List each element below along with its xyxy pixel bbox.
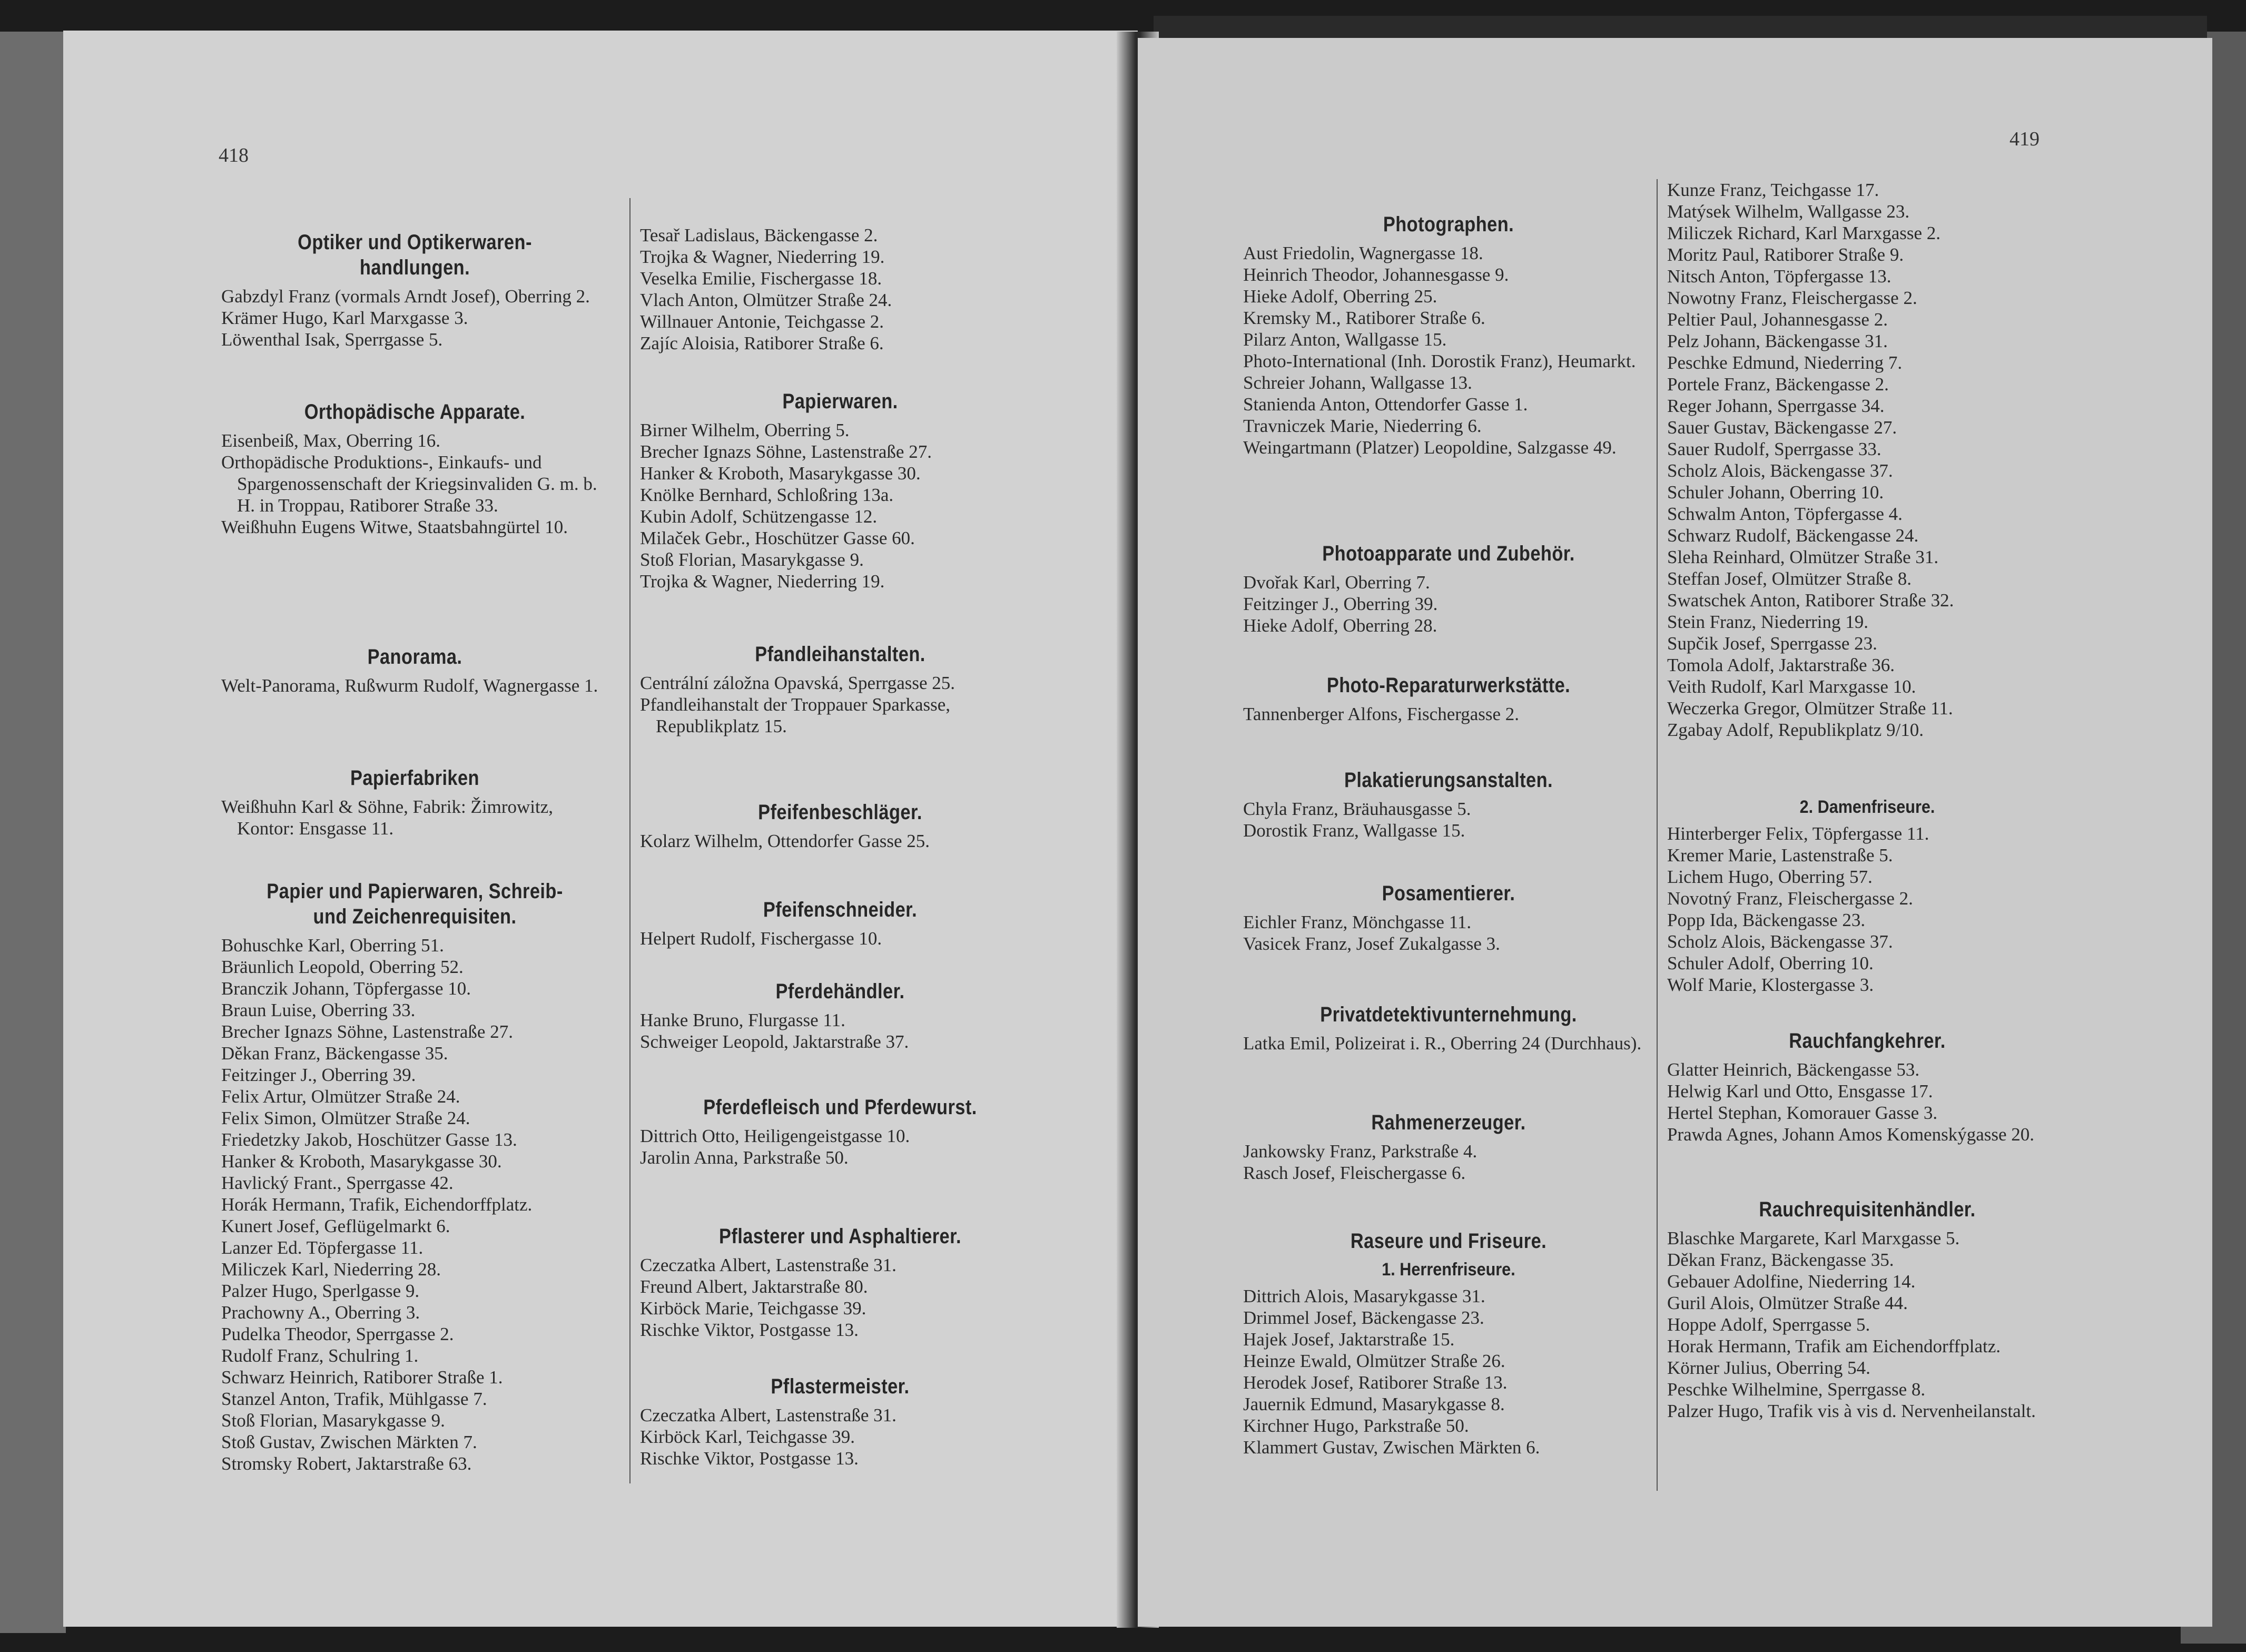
directory-entry: Hanker & Kroboth, Masarykgasse 30. [221,1151,502,1172]
directory-entry: Weczerka Gregor, Olmützer Straße 11. [1667,698,1953,719]
entry-list [640,224,1040,354]
directory-entry: Rudolf Franz, Schulring 1. [221,1345,419,1366]
directory-entry: Novotný Franz, Fleischergasse 2. [1667,888,1913,909]
directory-entry: Stoß Florian, Masarykgasse 9. [640,549,864,570]
section-heading: handlungen. [359,256,470,279]
section-heading: Posamentierer. [1382,882,1515,905]
directory-entry: Reger Johann, Sperrgasse 34. [1667,396,1885,416]
directory-entry: Kirböck Marie, Teichgasse 39. [640,1298,866,1319]
directory-entry: Braun Luise, Oberring 33. [221,1000,416,1020]
directory-entry: Willnauer Antonie, Teichgasse 2. [640,311,884,332]
directory-entry: Rischke Viktor, Postgasse 13. [640,1320,859,1340]
directory-entry: Bräunlich Leopold, Oberring 52. [221,957,464,977]
directory-entry: Brecher Ignazs Söhne, Lastenstraße 27. [221,1021,513,1042]
directory-entry: Friedetzky Jakob, Hoschützer Gasse 13. [221,1129,517,1150]
directory-entry: Felix Artur, Olmützer Straße 24. [221,1086,460,1107]
directory-entry: Gebauer Adolfine, Niederring 14. [1667,1271,1916,1292]
directory-entry: Pilarz Anton, Wallgasse 15. [1243,329,1447,350]
directory-entry: Milaček Gebr., Hoschützer Gasse 60. [640,528,915,548]
directory-entry: Löwenthal Isak, Sperrgasse 5. [221,329,443,350]
directory-entry: Dvořak Karl, Oberring 7. [1243,572,1430,593]
directory-entry: Bohuschke Karl, Oberring 51. [221,935,444,956]
entry-list [640,1125,1040,1168]
directory-entry: Branczik Johann, Töpfergasse 10. [221,978,471,999]
directory-entry: Herodek Josef, Ratiborer Straße 13. [1243,1372,1508,1393]
directory-entry: Hoppe Adolf, Sperrgasse 5. [1667,1314,1870,1335]
directory-entry: Vlach Anton, Olmützer Straße 24. [640,290,892,310]
directory-entry: Welt-Panorama, Rußwurm Rudolf, Wagnergasse 1. [221,675,598,696]
entry-list [1667,823,2067,996]
section-heading: Photo-Reparaturwerkstätte. [1326,674,1571,697]
directory-entry: Kunze Franz, Teichgasse 17. [1667,180,1879,200]
directory-entry: Eichler Franz, Mönchgasse 11. [1243,912,1472,932]
directory-entry: Kirchner Hugo, Parkstraße 50. [1243,1415,1469,1436]
directory-entry: Palzer Hugo, Sperlgasse 9. [221,1281,420,1301]
entry-list [640,672,1040,737]
section-heading: Photoapparate und Zubehör. [1322,542,1575,565]
entry-list [640,928,1040,949]
directory-entry: Kirböck Karl, Teichgasse 39. [640,1427,855,1447]
column-divider [1657,179,1658,1491]
directory-entry: Horák Hermann, Trafik, Eichendorffplatz. [221,1194,533,1215]
entry-list [1243,1285,1654,1458]
directory-entry: Vasicek Franz, Josef Zukalgasse 3. [1243,933,1500,954]
directory-entry: Portele Franz, Bäckengasse 2. [1667,374,1889,395]
directory-entry: Hertel Stephan, Komorauer Gasse 3. [1667,1103,1938,1123]
directory-entry: Moritz Paul, Ratiborer Straße 9. [1667,244,1904,265]
section-heading: Pfeifenbeschläger. [758,801,922,824]
directory-entry: Latka Emil, Polizeirat i. R., Oberring 24 (Durchhaus). [1243,1033,1642,1054]
directory-entry: Zajíc Aloisia, Ratiborer Straße 6. [640,333,884,353]
directory-entry: Dorostik Franz, Wallgasse 15. [1243,820,1465,841]
directory-entry: Pfandleihanstalt der Troppauer Sparkasse, Republikplatz 15. [640,694,951,736]
section-heading: Pflastermeister. [771,1375,910,1398]
section-subheading: 1. Herrenfriseure. [1382,1260,1515,1280]
directory-entry: Heinrich Theodor, Johannesgasse 9. [1243,264,1509,285]
section-heading: Papier und Papierwaren, Schreib- [267,880,563,903]
directory-entry: Krämer Hugo, Karl Marxgasse 3. [221,308,468,328]
section-heading: Pfandleihanstalten. [755,643,925,666]
directory-entry: Nitsch Anton, Töpfergasse 13. [1667,266,1892,287]
directory-entry: Rasch Josef, Fleischergasse 6. [1243,1163,1466,1183]
section-heading: Raseure und Friseure. [1350,1230,1547,1253]
directory-entry: Wolf Marie, Klostergasse 3. [1667,975,1874,995]
page-number: 419 [2009,128,2040,150]
column-right-1 [1243,38,1654,1627]
directory-entry: Helpert Rudolf, Fischergasse 10. [640,928,882,949]
directory-entry: Blaschke Margarete, Karl Marxgasse 5. [1667,1228,1960,1248]
directory-entry: Děkan Franz, Bäckengasse 35. [221,1043,448,1064]
section-subheading: 2. Damenfriseure. [1799,797,1935,817]
entry-list [221,935,608,1474]
right-page [1138,38,2212,1627]
section-heading: Orthopädische Apparate. [304,400,526,424]
directory-entry: Trojka & Wagner, Niederring 19. [640,571,885,592]
directory-entry: Felix Simon, Olmützer Straße 24. [221,1108,470,1128]
entry-list [1243,911,1654,955]
directory-entry: Peschke Wilhelmine, Sperrgasse 8. [1667,1379,1926,1400]
directory-entry: Steffan Josef, Olmützer Straße 8. [1667,568,1912,589]
left-page [63,31,1138,1627]
directory-entry: Schreier Johann, Wallgasse 13. [1243,372,1472,393]
directory-entry: Glatter Heinrich, Bäckengasse 53. [1667,1059,1920,1080]
directory-entry: Horak Hermann, Trafik am Eichendorffplatz. [1667,1336,2001,1356]
directory-entry: Nowotny Franz, Fleischergasse 2. [1667,288,1917,308]
directory-entry: Matýsek Wilhelm, Wallgasse 23. [1667,201,1910,222]
directory-entry: Guril Alois, Olmützer Straße 44. [1667,1293,1908,1313]
entry-list [221,796,608,839]
directory-entry: Schweiger Leopold, Jaktarstraße 37. [640,1031,909,1052]
entry-list [640,830,1040,852]
entry-list [221,430,608,538]
entry-list [1667,1059,2067,1145]
directory-entry: Palzer Hugo, Trafik vis à vis d. Nervenheilanstalt. [1667,1401,2036,1421]
directory-entry: Feitzinger J., Oberring 39. [1243,594,1438,614]
directory-entry: Tannenberger Alfons, Fischergasse 2. [1243,704,1520,724]
directory-entry: Heinze Ewald, Olmützer Straße 26. [1243,1351,1505,1371]
directory-entry: Czeczatka Albert, Lastenstraße 31. [640,1255,897,1275]
directory-entry: Peltier Paul, Johannesgasse 2. [1667,309,1888,330]
directory-entry: Miliczek Richard, Karl Marxgasse 2. [1667,223,1941,243]
section-heading: Optiker und Optikerwaren- [298,231,532,254]
directory-entry: Děkan Franz, Bäckengasse 35. [1667,1250,1894,1270]
directory-entry: Sauer Rudolf, Sperrgasse 33. [1667,439,1881,459]
section-heading: Panorama. [367,645,462,668]
directory-entry: Brecher Ignazs Söhne, Lastenstraße 27. [640,441,932,462]
directory-entry: Prawda Agnes, Johann Amos Komenskýgasse 20. [1667,1124,2035,1145]
entry-list [1243,1140,1654,1184]
section-heading: Rahmenerzeuger. [1371,1111,1526,1134]
section-heading: Papierwaren. [782,390,898,413]
page-number: 418 [219,144,249,166]
directory-entry: Photo-International (Inh. Dorostik Franz), Heumarkt. [1243,351,1636,371]
directory-entry: Veselka Emilie, Fischergasse 18. [640,268,882,289]
directory-entry: Supčik Josef, Sperrgasse 23. [1667,633,1877,654]
directory-entry: Miliczek Karl, Niederring 28. [221,1259,441,1280]
directory-entry: Hanker & Kroboth, Masarykgasse 30. [640,463,921,484]
directory-entry: Lichem Hugo, Oberring 57. [1667,867,1873,887]
directory-entry: Dittrich Otto, Heiligengeistgasse 10. [640,1126,910,1146]
directory-entry: Jauernik Edmund, Masarykgasse 8. [1243,1394,1505,1414]
entry-list [1243,572,1654,636]
directory-entry: Tesař Ladislaus, Bäckengasse 2. [640,225,878,245]
section-heading: Rauchrequisitenhändler. [1759,1198,1976,1221]
section-heading: Privatdetektivunternehmung. [1320,1003,1577,1026]
directory-entry: Havlický Frant., Sperrgasse 42. [221,1173,454,1193]
directory-entry: Aust Friedolin, Wagnergasse 18. [1243,243,1483,263]
directory-entry: Schwarz Rudolf, Bäckengasse 24. [1667,525,1919,546]
directory-entry: Helwig Karl und Otto, Ensgasse 17. [1667,1081,1933,1102]
directory-entry: Weingartmann (Platzer) Leopoldine, Salzgasse 49. [1243,437,1617,458]
directory-entry: Trojka & Wagner, Niederring 19. [640,247,885,267]
directory-entry: Weißhuhn Karl & Söhne, Fabrik: Žimrowitz, Kontor: Ensgasse 11. [221,796,553,839]
section-heading: Pferdefleisch und Pferdewurst. [703,1096,977,1119]
directory-entry: Chyla Franz, Bräuhausgasse 5. [1243,799,1471,819]
directory-entry: Schwarz Heinrich, Ratiborer Straße 1. [221,1367,503,1388]
column-left-2 [640,31,1040,1627]
directory-entry: Pudelka Theodor, Sperrgasse 2. [221,1324,454,1344]
entry-list [640,1254,1040,1341]
directory-entry: Scholz Alois, Bäckengasse 37. [1667,460,1893,481]
directory-entry: Swatschek Anton, Ratiborer Straße 32. [1667,590,1954,611]
directory-entry: Schuler Johann, Oberring 10. [1667,482,1884,503]
section-heading: und Zeichenrequisiten. [313,905,517,928]
directory-entry: Sleha Reinhard, Olmützer Straße 31. [1667,547,1939,567]
entry-list [1243,242,1654,458]
directory-entry: Sauer Gustav, Bäckengasse 27. [1667,417,1897,438]
entry-list [1243,703,1654,725]
directory-entry: Schwalm Anton, Töpfergasse 4. [1667,504,1903,524]
column-divider [629,198,631,1483]
entry-list [221,675,608,696]
entry-list [1243,798,1654,841]
directory-entry: Orthopädische Produktions-, Einkaufs- und Spargenossenschaft der Kriegsinvaliden G. m. b. H. in Troppau, Ratiborer Straße 33. [221,452,597,516]
entry-list [640,1009,1040,1053]
directory-entry: Jarolin Anna, Parkstraße 50. [640,1147,849,1168]
directory-entry: Kubin Adolf, Schützengasse 12. [640,506,878,527]
section-heading: Plakatierungsanstalten. [1344,769,1553,792]
section-heading: Pfeifenschneider. [763,898,918,921]
column-right-2 [1667,38,2067,1627]
directory-entry: Centrální záložna Opavská, Sperrgasse 25. [640,673,955,693]
directory-entry: Freund Albert, Jaktarstraße 80. [640,1276,868,1297]
directory-entry: Gabzdyl Franz (vormals Arndt Josef), Oberring 2. [221,286,590,307]
directory-entry: Eisenbeiß, Max, Oberring 16. [221,430,441,451]
directory-entry: Stanienda Anton, Ottendorfer Gasse 1. [1243,394,1528,415]
directory-entry: Stromsky Robert, Jaktarstraße 63. [221,1453,472,1474]
section-heading: Papierfabriken [350,766,479,790]
section-heading: Pferdehändler. [775,980,905,1003]
directory-entry: Czeczatka Albert, Lastenstraße 31. [640,1405,897,1425]
directory-entry: Travniczek Marie, Niederring 6. [1243,416,1482,436]
entry-list [1667,179,2067,741]
section-heading: Pflasterer und Asphaltierer. [718,1225,962,1248]
directory-entry: Klammert Gustav, Zwischen Märkten 6. [1243,1437,1540,1458]
section-heading: Photographen. [1383,213,1514,236]
entry-list [1667,1227,2067,1422]
directory-entry: Stoß Gustav, Zwischen Märkten 7. [221,1432,477,1452]
directory-entry: Prachowny A., Oberring 3. [221,1302,420,1323]
directory-entry: Stein Franz, Niederring 19. [1667,612,1868,632]
directory-entry: Pelz Johann, Bäckengasse 31. [1667,331,1888,351]
directory-entry: Hajek Josef, Jaktarstraße 15. [1243,1329,1455,1350]
directory-entry: Popp Ida, Bäckengasse 23. [1667,910,1866,930]
directory-entry: Hinterberger Felix, Töpfergasse 11. [1667,823,1929,844]
directory-entry: Birner Wilhelm, Oberring 5. [640,420,850,440]
section-heading: Rauchfangkehrer. [1789,1029,1946,1053]
entry-list [1243,1032,1654,1054]
column-left-1 [221,31,608,1627]
directory-entry: Kolarz Wilhelm, Ottendorfer Gasse 25. [640,831,930,851]
directory-entry: Jankowsky Franz, Parkstraße 4. [1243,1141,1477,1162]
directory-entry: Drimmel Josef, Bäckengasse 23. [1243,1307,1484,1328]
directory-entry: Körner Julius, Oberring 54. [1667,1358,1870,1378]
directory-entry: Feitzinger J., Oberring 39. [221,1065,416,1085]
directory-entry: Scholz Alois, Bäckengasse 37. [1667,931,1893,952]
directory-entry: Rischke Viktor, Postgasse 13. [640,1448,859,1469]
directory-entry: Kremer Marie, Lastenstraße 5. [1667,845,1893,866]
book-cover-left [0,32,66,1633]
entry-list [221,286,608,350]
directory-entry: Kunert Josef, Geflügelmarkt 6. [221,1216,450,1236]
directory-entry: Weißhuhn Eugens Witwe, Staatsbahngürtel 10. [221,517,568,537]
directory-entry: Dittrich Alois, Masarykgasse 31. [1243,1286,1485,1306]
directory-entry: Stoß Florian, Masarykgasse 9. [221,1410,445,1431]
directory-entry: Lanzer Ed. Töpfergasse 11. [221,1237,423,1258]
directory-entry: Knölke Bernhard, Schloßring 13a. [640,485,894,505]
directory-entry: Peschke Edmund, Niederring 7. [1667,352,1903,373]
directory-entry: Stanzel Anton, Trafik, Mühlgasse 7. [221,1389,487,1409]
directory-entry: Tomola Adolf, Jaktarstraße 36. [1667,655,1895,675]
directory-entry: Schuler Adolf, Oberring 10. [1667,953,1874,974]
directory-entry: Zgabay Adolf, Republikplatz 9/10. [1667,720,1924,740]
entry-list [640,1404,1040,1469]
directory-entry: Hanke Bruno, Flurgasse 11. [640,1010,845,1030]
directory-entry: Veith Rudolf, Karl Marxgasse 10. [1667,676,1916,697]
directory-entry: Kremsky M., Ratiborer Straße 6. [1243,308,1485,328]
entry-list [640,419,1040,592]
directory-entry: Hieke Adolf, Oberring 25. [1243,286,1437,307]
directory-entry: Hieke Adolf, Oberring 28. [1243,615,1437,636]
